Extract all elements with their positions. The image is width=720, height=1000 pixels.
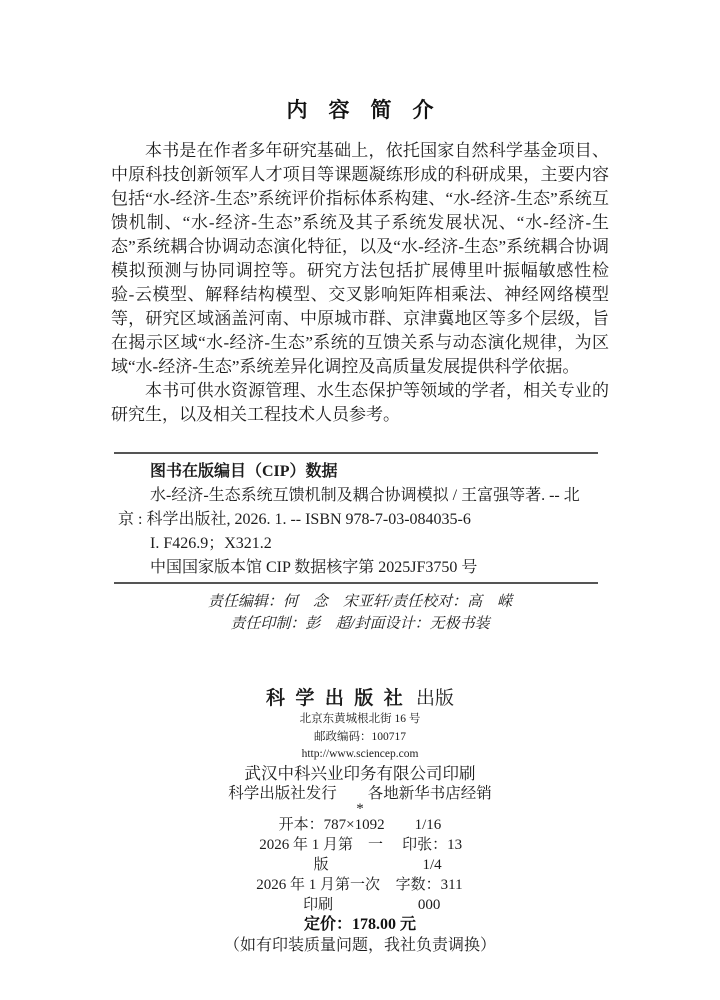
format-spec-line: 开本：787×1092 1/16	[278, 816, 442, 833]
publisher-suffix: 出版	[416, 688, 455, 709]
intro-paragraph-2: 本书可供水资源管理、水生态保护等领域的学者，相关专业的研究生，以及相关工程技术人员参考。	[111, 381, 609, 424]
intro-heading: 内 容 简 介	[286, 98, 434, 122]
cip-publisher-isbn-line: 京 : 科学出版社, 2026. 1. -- ISBN 978-7-03-084035-6	[118, 511, 471, 528]
publisher-imprint-line	[0, 687, 720, 711]
publisher-website: http://www.sciencep.com	[301, 748, 419, 760]
impression-row	[249, 875, 471, 915]
asterisk-separator: *	[356, 800, 364, 817]
word-count: 字数：311 000	[395, 876, 463, 913]
cip-registry-line: 中国国家版本馆 CIP 数据核字第 2025JF3750 号	[150, 559, 478, 576]
edition-row	[249, 835, 471, 875]
publisher-postcode: 邮政编码：100717	[314, 730, 406, 743]
cip-classification-line: I. F426.9；X321.2	[150, 535, 272, 552]
cip-heading: 图书在版编目（CIP）数据	[150, 463, 338, 480]
print-spec-table	[249, 815, 471, 915]
printer-line: 武汉中科兴业印务有限公司印刷	[244, 763, 476, 783]
price-line: 定价：178.00 元	[303, 915, 416, 933]
cip-title-line: 水-经济-生态系统互馈机制及耦合协调模拟 / 王富强等著. -- 北	[150, 487, 580, 504]
credits-editors-line: 责任编辑：何 念 宋亚轩/责任校对：高 嵘	[207, 594, 513, 610]
colophon	[0, 687, 720, 957]
publisher-logo-text: 科学出版社	[265, 688, 414, 709]
edition-date: 2026 年 1 月第 一 版	[259, 836, 398, 873]
cip-data-box	[114, 452, 598, 584]
intro-paragraph-1: 本书是在作者多年研究基础上，依托国家自然科学基金项目、中原科技创新领军人才项目等课题凝练形成的科研成果，主要内容包括“水-经济-生态”系统评价指标体系构建、“水-经济-生态”系统互馈机制、“水-经济-生态”系统及其子系统发展状况、“水-经济-生态”系统耦合协调动态演化特征，以及“水-经济-生态”系统耦合协调模拟预测与协同调控等。研究方法包括扩展傅里叶振幅敏感性检验-云模型、解释结构模型、交叉影响矩阵相乘法、神经网络模型等，研究区域涵盖河南、中原城市群、京津冀地区等多个层级，旨在揭示区域“水-经济-生态”系统的互馈关系与动态演化规律，为区域“水-经济-生态”系统差异化调控及高质量发展提供科学依据。	[111, 141, 609, 376]
credits-printing-line: 责任印制：彭 超/封面设计：无极书装	[230, 616, 490, 632]
exchange-notice: （如有印装质量问题，我社负责调换）	[223, 936, 496, 954]
sheets-count: 印张：13 1/4	[402, 836, 463, 873]
staff-credits	[0, 591, 720, 635]
distribution-line: 科学出版社发行 各地新华书店经销	[228, 784, 492, 802]
publisher-address: 北京东黄城根北街 16 号	[299, 713, 421, 725]
impression-date: 2026 年 1 月第一次印刷	[256, 876, 380, 913]
intro-text	[111, 139, 609, 427]
